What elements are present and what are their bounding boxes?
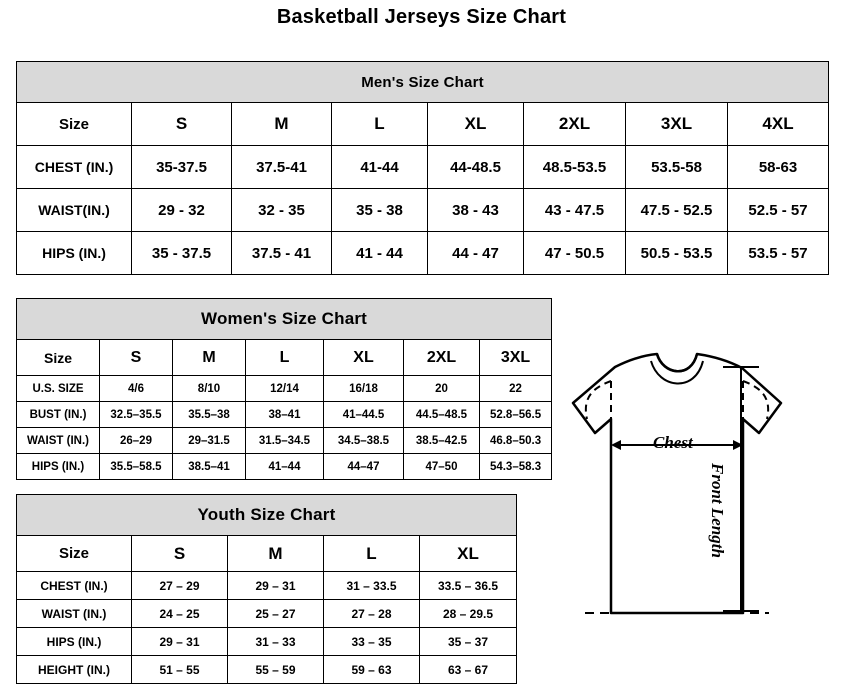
cell: 63 – 67: [420, 656, 517, 684]
row-label-hips: HIPS (IN.): [17, 454, 100, 480]
row-label-chest: CHEST (IN.): [17, 146, 132, 189]
cell: 37.5-41: [232, 146, 332, 189]
cell: 20: [404, 376, 480, 402]
cell: 41 - 44: [332, 232, 428, 275]
row-label-waist: WAIST (IN.): [17, 428, 100, 454]
cell: 35.5–58.5: [100, 454, 173, 480]
youth-size-chart-table: [16, 494, 517, 684]
cell: 44-48.5: [428, 146, 524, 189]
cell: 29 – 31: [228, 572, 324, 600]
col-header-4xl: 4XL: [728, 103, 829, 146]
cell: 47–50: [404, 454, 480, 480]
cell: 4/6: [100, 376, 173, 402]
cell: 44 - 47: [428, 232, 524, 275]
cell: 53.5-58: [626, 146, 728, 189]
cell: 22: [480, 376, 552, 402]
table-row: [17, 376, 552, 402]
cell: 32 - 35: [232, 189, 332, 232]
row-label-chest: CHEST (IN.): [17, 572, 132, 600]
womens-size-chart-table: [16, 298, 552, 480]
jersey-measurement-diagram: [545, 345, 835, 675]
row-label-bust: BUST (IN.): [17, 402, 100, 428]
table-caption-row: [17, 62, 829, 103]
cell: 52.5 - 57: [728, 189, 829, 232]
front-length-measure-label: Front Length: [708, 463, 727, 558]
cell: 27 – 28: [324, 600, 420, 628]
table-header-row: [17, 536, 517, 572]
cell: 37.5 - 41: [232, 232, 332, 275]
cell: 53.5 - 57: [728, 232, 829, 275]
cell: 31.5–34.5: [246, 428, 324, 454]
cell: 32.5–35.5: [100, 402, 173, 428]
cell: 33.5 – 36.5: [420, 572, 517, 600]
jersey-outline-icon: [545, 345, 835, 675]
cell: 29 - 32: [132, 189, 232, 232]
col-header-size: Size: [17, 103, 132, 146]
col-header-m: M: [173, 340, 246, 376]
cell: 38 - 43: [428, 189, 524, 232]
cell: 47 - 50.5: [524, 232, 626, 275]
row-label-hips: HIPS (IN.): [17, 232, 132, 275]
table-row: [17, 572, 517, 600]
cell: 46.8–50.3: [480, 428, 552, 454]
cell: 35 – 37: [420, 628, 517, 656]
cell: 58-63: [728, 146, 829, 189]
table-row: [17, 454, 552, 480]
col-header-m: M: [232, 103, 332, 146]
cell: 41–44: [246, 454, 324, 480]
womens-caption: Women's Size Chart: [17, 299, 552, 340]
col-header-s: S: [132, 103, 232, 146]
col-header-size: Size: [17, 340, 100, 376]
cell: 38.5–41: [173, 454, 246, 480]
row-label-waist: WAIST (IN.): [17, 600, 132, 628]
cell: 43 - 47.5: [524, 189, 626, 232]
cell: 16/18: [324, 376, 404, 402]
page-title: Basketball Jerseys Size Chart: [276, 6, 567, 28]
cell: 35.5–38: [173, 402, 246, 428]
col-header-xl: XL: [428, 103, 524, 146]
col-header-3xl: 3XL: [480, 340, 552, 376]
cell: 50.5 - 53.5: [626, 232, 728, 275]
cell: 31 – 33: [228, 628, 324, 656]
cell: 29 – 31: [132, 628, 228, 656]
col-header-l: L: [332, 103, 428, 146]
cell: 47.5 - 52.5: [626, 189, 728, 232]
table-row: [17, 428, 552, 454]
cell: 51 – 55: [132, 656, 228, 684]
row-label-height: HEIGHT (IN.): [17, 656, 132, 684]
table-header-row: [17, 103, 829, 146]
cell: 48.5-53.5: [524, 146, 626, 189]
cell: 26–29: [100, 428, 173, 454]
cell: 44–47: [324, 454, 404, 480]
row-label-hips: HIPS (IN.): [17, 628, 132, 656]
youth-caption: Youth Size Chart: [17, 495, 517, 536]
cell: 35 - 37.5: [132, 232, 232, 275]
cell: 33 – 35: [324, 628, 420, 656]
table-row: [17, 402, 552, 428]
col-header-l: L: [324, 536, 420, 572]
row-label-us-size: U.S. SIZE: [17, 376, 100, 402]
table-header-row: [17, 340, 552, 376]
table-row: [17, 232, 829, 275]
cell: 38.5–42.5: [404, 428, 480, 454]
cell: 28 – 29.5: [420, 600, 517, 628]
cell: 34.5–38.5: [324, 428, 404, 454]
cell: 35 - 38: [332, 189, 428, 232]
cell: 27 – 29: [132, 572, 228, 600]
cell: 38–41: [246, 402, 324, 428]
cell: 24 – 25: [132, 600, 228, 628]
cell: 44.5–48.5: [404, 402, 480, 428]
col-header-3xl: 3XL: [626, 103, 728, 146]
cell: 12/14: [246, 376, 324, 402]
table-caption-row: [17, 495, 517, 536]
cell: 31 – 33.5: [324, 572, 420, 600]
mens-caption: Men's Size Chart: [17, 62, 829, 103]
chest-measure-label: Chest: [653, 433, 693, 452]
mens-size-chart-table: [16, 61, 829, 275]
col-header-2xl: 2XL: [404, 340, 480, 376]
table-row: [17, 189, 829, 232]
cell: 59 – 63: [324, 656, 420, 684]
col-header-size: Size: [17, 536, 132, 572]
cell: 8/10: [173, 376, 246, 402]
col-header-m: M: [228, 536, 324, 572]
table-row: [17, 628, 517, 656]
col-header-xl: XL: [420, 536, 517, 572]
table-caption-row: [17, 299, 552, 340]
col-header-l: L: [246, 340, 324, 376]
col-header-s: S: [132, 536, 228, 572]
table-row: [17, 656, 517, 684]
cell: 41-44: [332, 146, 428, 189]
table-row: [17, 600, 517, 628]
cell: 55 – 59: [228, 656, 324, 684]
col-header-s: S: [100, 340, 173, 376]
cell: 54.3–58.3: [480, 454, 552, 480]
cell: 41–44.5: [324, 402, 404, 428]
row-label-waist: WAIST(IN.): [17, 189, 132, 232]
table-row: [17, 146, 829, 189]
col-header-2xl: 2XL: [524, 103, 626, 146]
cell: 52.8–56.5: [480, 402, 552, 428]
col-header-xl: XL: [324, 340, 404, 376]
cell: 25 – 27: [228, 600, 324, 628]
cell: 29–31.5: [173, 428, 246, 454]
cell: 35-37.5: [132, 146, 232, 189]
